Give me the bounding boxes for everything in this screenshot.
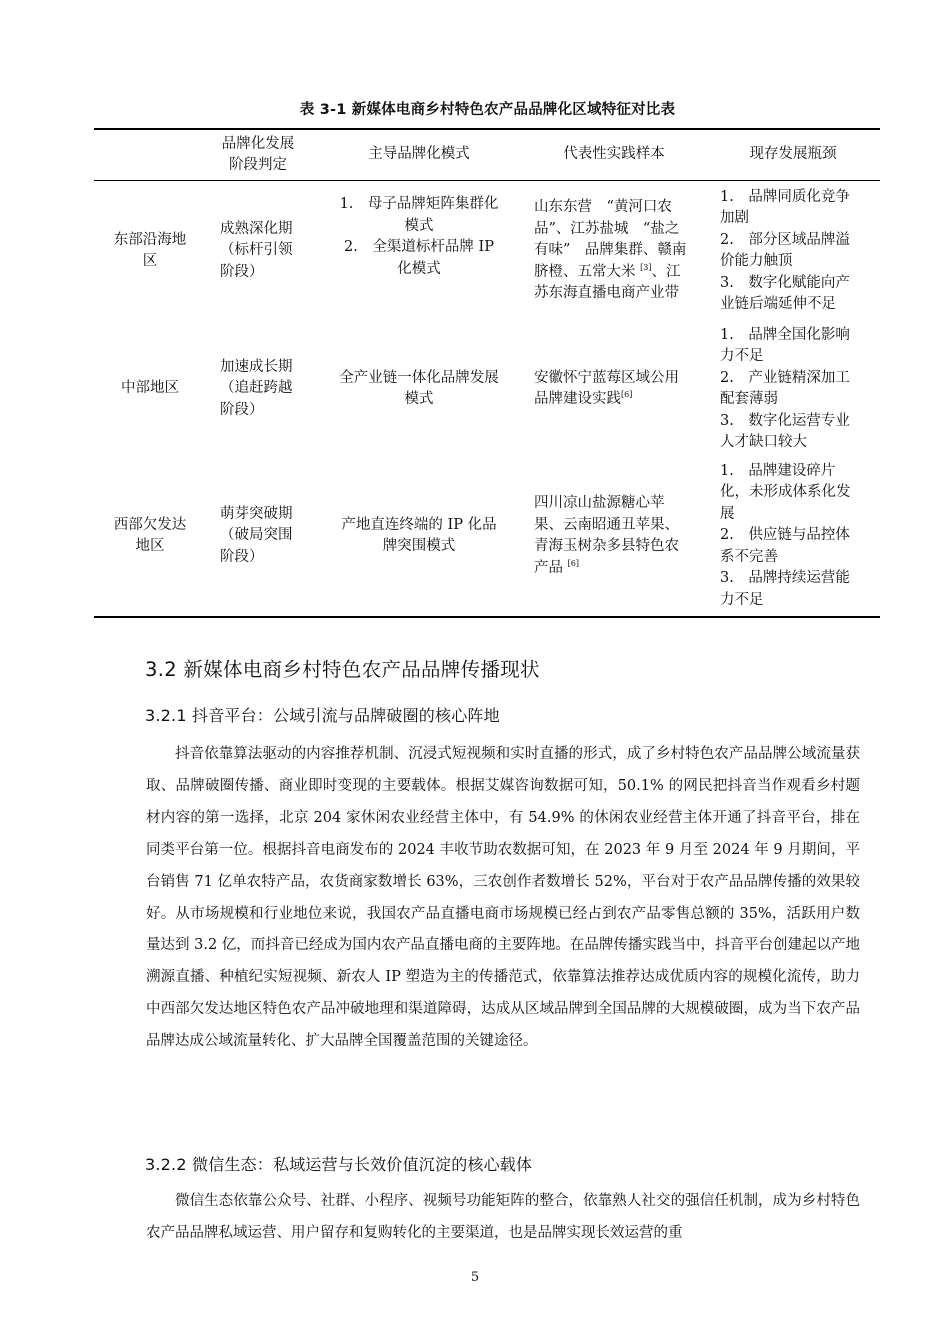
page-number: 5 (470, 1270, 480, 1285)
row1-mode: 1. 母子品牌矩阵集群化 模式 2. 全渠道标杆品牌 IP 化模式 (339, 196, 499, 277)
subsection-heading-douyin: 3.2.1 抖音平台：公域引流与品牌破圈的核心阵地 (145, 706, 500, 725)
paragraph-douyin: 抖音依靠算法驱动的内容推荐机制、沉浸式短视频和实时直播的形式，成了乡村特色农产品品牌公域流量获取、品牌破圈传播、商业即时变现的主要载体。根据艾媒咨询数据可知，50.1% 的网民把抖音当作观看乡村题材内容的第一选择，北京 204 家休闲农业经营主体中，有 54.9% 的休闲农业经营主体开通了抖音平台，排在同类平台第一位。根据抖音电商发布的 2024 丰收节助农数据可知，在 2023 年 9 月至 2024 年 9 月期间，平台销售 71 亿单农特产品，农货商家数增长 63%，三农创作者数增长 52%，平台对于农产品品牌传播的效果较好。从市场规模和行业地位来说，我国农产品直播电商市场规模已经占到农产品零售总额的 35%，活跃用户数量达到 3.2 亿，而抖音已经成为国内农产品直播电商的主要阵地。在品牌传播实践当中，抖音平台创建起以产地溯源直播、种植纪实短视频、新农人 IP 塑造为主的传播范式，依靠算法推荐达成优质内容的规模化流传，助力中西部欠发达地区特色农产品冲破地理和渠道障碍，达成从区域品牌到全国品牌的大规模破圈，成为当下农产品品牌达成公域流量转化、扩大品牌全国覆盖范围的关键途径。 (146, 746, 860, 1050)
row2-samples: 安徽怀宁蓝莓区域公用 品牌建设实践[6] (534, 369, 679, 407)
citation-ref: [3] (640, 262, 652, 272)
header-stage: 品牌化发展 阶段判定 (221, 135, 295, 173)
row2-bottleneck: 1. 品牌全国化影响 力不足 2. 产业链精深加工 配套薄弱 3. 数字化运营专业 人才缺口较大 (720, 326, 850, 450)
row3-bottleneck: 1. 品牌建设碎片 化，未形成体系化发 展 2. 供应链与品控体 系不完善 3. 品牌持续运营能 力不足 (720, 462, 851, 608)
row3-samples: 四川凉山盐源糖心苹 果、云南昭通丑苹果、 青海玉树杂多县特色农 产品 [6] (534, 495, 679, 576)
table-bottom-rule (94, 616, 880, 618)
paragraph-wechat: 微信生态依靠公众号、社群、小程序、视频号功能矩阵的整合，依靠熟人社交的强信任机制，成为乡村特色农产品品牌私域运营、用户留存和复购转化的主要渠道，也是品牌实现长效运营的重 (146, 1193, 860, 1241)
citation-ref: [6] (567, 558, 579, 568)
row3-region: 西部欠发达 地区 (113, 516, 187, 554)
row1-samples: 山东东营 “黄河口农 品”、江苏盐城 “盐之 有味” 品牌集群、赣南 脐橙、五常大米 [3]、江 苏东海直播电商产业带 (534, 199, 687, 302)
row3-mode: 产地直连终端的 IP 化品 牌突围模式 (341, 516, 497, 554)
row2-mode: 全产业链一体化品牌发展 模式 (339, 369, 499, 407)
row2-region: 中部地区 (121, 380, 179, 397)
row2-stage: 加速成长期 （追赶跨越 阶段） (220, 358, 293, 418)
header-samples: 代表性实践样本 (563, 146, 665, 163)
row1-bottleneck: 1. 品牌同质化竞争 加剧 2. 部分区域品牌溢 价能力触顶 3. 数字化赋能向产 业链后端延伸不足 (720, 188, 850, 312)
header-mode: 主导品牌化模式 (368, 146, 470, 163)
subsection-heading-wechat: 3.2.2 微信生态：私域运营与长效价值沉淀的核心载体 (145, 1155, 533, 1174)
table-caption: 表 3-1 新媒体电商乡村特色农产品品牌化区域特征对比表 (299, 102, 676, 118)
row1-region: 东部沿海地 区 (113, 231, 187, 269)
section-heading: 3.2 新媒体电商乡村特色农产品品牌传播现状 (145, 658, 540, 681)
row3-stage: 萌芽突破期 （破局突围 阶段） (220, 505, 293, 565)
header-bottleneck: 现存发展瓶颈 (749, 146, 837, 163)
header-region (94, 130, 206, 180)
table-header-rule (94, 180, 880, 181)
row1-stage: 成熟深化期 （标杆引领 阶段） (220, 220, 293, 280)
citation-ref: [6] (621, 390, 633, 400)
